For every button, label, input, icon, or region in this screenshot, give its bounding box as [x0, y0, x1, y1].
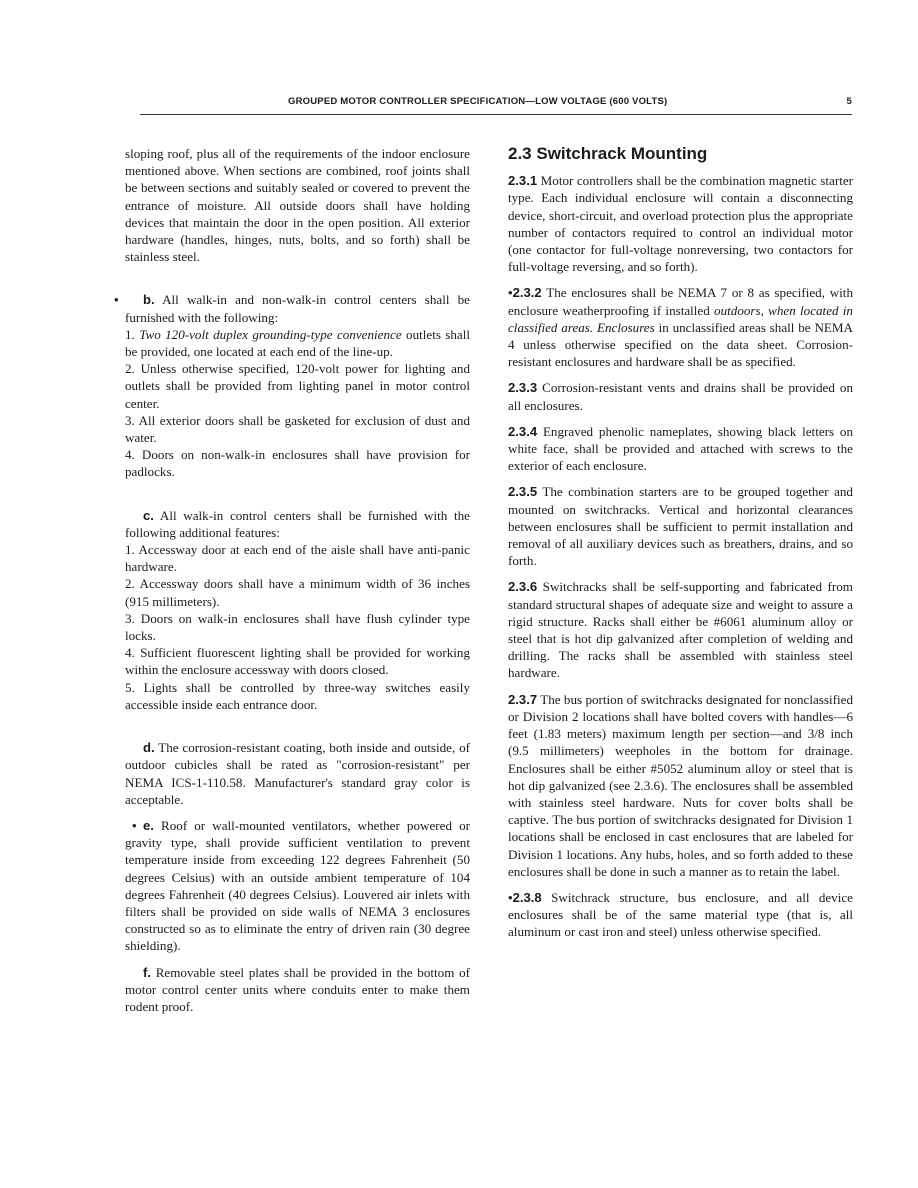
- item-b-3: 3. All exterior doors shall be gasketed for exclusion of dust and water.: [125, 412, 470, 446]
- header-rule: [140, 114, 852, 115]
- item-f-text: Removable steel plates shall be provided in the bottom of motor control center units where conduits enter to make them rodent proof.: [125, 964, 470, 1014]
- item-b-4: 4. Doors on non-walk-in enclosures shall have provision for padlocks.: [125, 447, 470, 480]
- item-c-label: c.: [143, 507, 154, 523]
- item-f: [125, 964, 470, 1016]
- section-heading: 2.3 Switchrack Mounting: [508, 144, 708, 163]
- para-2-3-5-text: The combination starters are to be grouped together and mounted on switchracks. Vertical and horizontal clearances between enclosures shall be sufficient to permit installation and removal of all auxiliary devices such as breathers, drains, and so forth.: [508, 484, 853, 569]
- para-2-3-6-text: Switchracks shall be self-supporting and fabricated from standard structural shapes of adequate size and weight to assure a rigid structure. Racks shall either be #6061 aluminum alloy or steel that is hot dip galvanized after completion of welding and drilling. The racks shall be assembled with stainless steel hardware.: [508, 579, 853, 681]
- change-star-2: •: [508, 889, 513, 905]
- right-column: [508, 145, 853, 941]
- para-2-3-4-text: Engraved phenolic nameplates, showing black letters on white face, shall be provided and attached with screws to the exterior of each enclosure.: [508, 423, 853, 474]
- para-2-3-2-text-b: in unclassified areas shall be NEMA 4 unless otherwise specified on the data sheet. Corrosion-resistant enclosures and hardware shall be as specified.: [508, 319, 853, 370]
- para-2-3-5-num: 2.3.5: [508, 484, 538, 500]
- item-f-label: f.: [143, 964, 151, 980]
- page-number: 5: [846, 96, 852, 107]
- para-2-3-2-italic: outdoors, when located in classified areas. Enclosures: [508, 302, 853, 335]
- para-2-3-2: [508, 284, 853, 370]
- para-2-3-8-text: Switchrack structure, bus enclosure, and all device enclosures shall be of the same material type (that is, all aluminum or cast iron and steel) unless otherwise specified.: [508, 889, 853, 940]
- item-d: [125, 739, 470, 808]
- item-b-2: 2. Unless otherwise specified, 120-volt power for lighting and outlets shall be provided from lighting panel in motor control center.: [125, 361, 470, 411]
- change-star: •: [508, 285, 513, 301]
- item-b-1-rest: outlets shall be provided, one located at each end of the line-up.: [125, 326, 471, 360]
- header-title: GROUPED MOTOR CONTROLLER SPECIFICATION—LOW VOLTAGE (600 VOLTS): [288, 96, 668, 107]
- para-2-3-3-text: Corrosion-resistant vents and drains shall be provided on all enclosures.: [508, 380, 853, 413]
- para-2-3-3-num: 2.3.3: [508, 380, 538, 396]
- left-column: [125, 145, 470, 1015]
- item-c-1: 1. Accessway door at each end of the aisle shall have anti-panic hardware.: [125, 542, 470, 575]
- item-e-label: e.: [143, 817, 154, 833]
- item-b-1-italic: Two 120-volt duplex grounding-type convenience: [139, 326, 402, 342]
- running-header: [140, 96, 852, 112]
- item-c-4: 4. Sufficient fluorescent lighting shall be provided for working within the enclosure accessway with doors closed.: [125, 645, 470, 678]
- para-2-3-1-text: Motor controllers shall be the combination magnetic starter type. Each individual enclosure will contain a disconnecting device, short-circuit, and overload protection plus the appropriate number of contactors required to control an individual motor (one contactor for full-voltage nonreversing, two contactors for full-voltage reversing, and so forth).: [508, 173, 854, 275]
- para-2-3-2-num: 2.3.2: [512, 285, 542, 301]
- intro-paragraph: sloping roof, plus all of the requirements of the indoor enclosure mentioned above. When sections are combined, roof joints shall be between sections and suitably sealed or covered to prevent the entrance of moisture. All outside doors shall have holding devices that maintain the door in the open position. All exterior hardware (handles, hinges, nuts, bolts, and so forth) shall be stainless steel.: [125, 146, 470, 265]
- para-2-3-4-num: 2.3.4: [508, 423, 538, 439]
- para-2-3-6-num: 2.3.6: [508, 579, 538, 595]
- para-2-3-2-text-a: The enclosures shall be NEMA 7 or 8 as specified, with enclosure weatherproofing if installed: [508, 285, 853, 318]
- item-b-text: All walk-in and non-walk-in control centers shall be furnished with the following:: [125, 292, 470, 325]
- item-d-label: d.: [143, 740, 155, 756]
- para-2-3-6: [508, 578, 853, 681]
- item-e-text: Roof or wall-mounted ventilators, whether powered or gravity type, shall provide sufficient ventilation to prevent temperature inside from exceeding 122 degrees Fahrenheit (50 degrees Celsius) with an outside ambient temperature of 104 degrees Fahrenheit (40 degrees Celsius). Louvered air inlets with filters shall be provided on side walls of NEMA 3 enclosures constructed so as to eliminate the entry of driven rain (30 degree shielding).: [125, 817, 470, 954]
- para-2-3-3: [508, 379, 853, 413]
- para-2-3-8-num: 2.3.8: [512, 889, 542, 905]
- para-2-3-4: [508, 423, 853, 475]
- item-b: [125, 291, 470, 480]
- item-c-5: 5. Lights shall be controlled by three-way switches easily accessible inside each entrance door.: [125, 679, 470, 712]
- para-2-3-1: [508, 172, 853, 275]
- para-2-3-1-num: 2.3.1: [508, 173, 538, 189]
- item-d-text: The corrosion-resistant coating, both inside and outside, of outdoor cubicles shall be rated as "corrosion-resistant" per NEMA ICS-1-110.58. Manufacturer's standard gray color is acceptable.: [125, 740, 470, 807]
- para-2-3-8: [508, 889, 853, 941]
- item-c-3: 3. Doors on walk-in enclosures shall have flush cylinder type locks.: [125, 610, 470, 644]
- item-b-1-num: 1.: [125, 326, 135, 342]
- item-e: [125, 817, 470, 955]
- item-c-2: 2. Accessway doors shall have a minimum width of 36 inches (915 millimeters).: [125, 576, 470, 609]
- para-2-3-7: [508, 691, 853, 880]
- para-2-3-7-text: The bus portion of switchracks designated for nonclassified or Division 2 locations shall have bolted covers with handles—6 feet (1.83 meters) maximum length per section—and 3/8 inch (9.5 millimeters) weepholes in the bottom for drainage. Enclosures shall be either #5052 aluminum alloy or steel that is hot dip galvanized (see 2.3.6). The enclosures shall be assembled with stainless steel hardware. Nuts for cover bolts shall be captive. The bus portion of switchracks designated for Division 1 locations shall be enclosed in cast enclosures that are labeled for Division 1 locations. Any hubs, holes, and so forth added to these enclosures shall be done in such a manner as to retain the label.: [508, 691, 853, 879]
- item-c-text: All walk-in control centers shall be furnished with the following additional features:: [125, 507, 470, 540]
- para-2-3-5: [508, 483, 853, 569]
- item-b-label: b.: [143, 292, 155, 308]
- para-2-3-7-num: 2.3.7: [508, 691, 538, 707]
- item-c: [125, 507, 470, 713]
